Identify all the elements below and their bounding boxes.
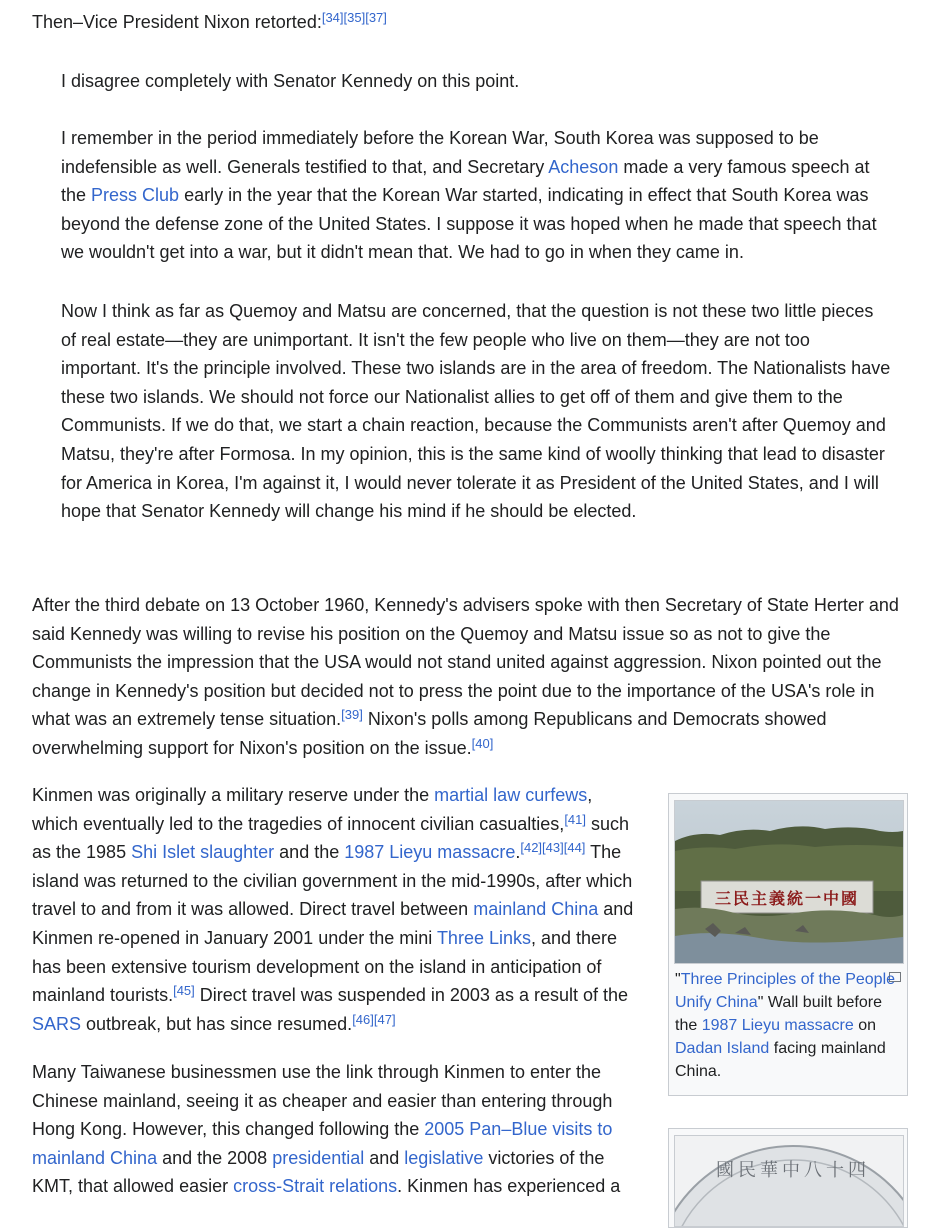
ref-41-link[interactable]: [41] xyxy=(564,811,586,827)
ref-46[interactable] xyxy=(352,1012,374,1027)
ref-43[interactable] xyxy=(542,840,564,855)
ref-34-link[interactable]: [34] xyxy=(321,10,344,25)
intro-line xyxy=(32,8,912,37)
caption-text: Wall built before the xyxy=(675,994,882,1034)
ref-42-link[interactable]: [42] xyxy=(520,840,543,856)
wall-inscription: 三民主義統一中國 xyxy=(714,889,860,908)
cross-strait-relations-link[interactable]: cross-Strait relations xyxy=(233,1176,398,1197)
ref-35[interactable] xyxy=(344,10,366,25)
caption-text: on xyxy=(853,1017,877,1034)
quote-paragraph-3: Now I think as far as Quemoy and Matsu are concerned, that the question is not these two little pieces of real estate—they are unimportant. It isn't the few people who live on them—they are not too important. It's the principle involved. These two islands are in the area of freedom. The Nationalists have these two islands. We should not force our Nationalist allies to get off of them and give them to the Communists. If we do that, we start a chain reaction, because the Communists aren't after Quemoy and Matsu, they're after Formosa. In my opinion, this is the same kind of woolly thinking that lead to disaster for America in Korea, I'm against it, I would never tolerate it as President of the United States, and I will hope that Senator Kennedy will change his mind if he should be elected. xyxy=(61,301,891,522)
quote-paragraph-2 xyxy=(61,124,891,267)
coin-inscription: 國民華中八十四 xyxy=(716,1160,870,1181)
ref-47-link[interactable]: [47] xyxy=(373,1011,396,1027)
body-text: and xyxy=(364,1147,405,1168)
quote-paragraph-1: I disagree completely with Senator Kennedy on this point. xyxy=(61,71,520,91)
herter-paragraph xyxy=(32,591,912,763)
quote-text: I remember in the period immediately before the Korean War, South Korea was supposed to be indefensible as well. Generals testified to that, and Secretary xyxy=(61,128,819,177)
ref-37[interactable] xyxy=(365,10,387,25)
ref-43-link[interactable]: [43] xyxy=(542,840,564,856)
ref-41[interactable] xyxy=(564,812,586,827)
figure-wall xyxy=(668,793,908,1096)
ref-44[interactable] xyxy=(564,840,586,855)
three-principles-link[interactable]: Three Principles of the People Unify China xyxy=(675,971,896,1011)
caption-text: facing mainland China. xyxy=(675,1040,886,1080)
ref-40-link[interactable]: [40] xyxy=(471,735,494,751)
figure-caption xyxy=(675,968,901,1083)
body-text: and the 2008 xyxy=(157,1147,273,1168)
body-text: Many Taiwanese businessmen use the link through Kinmen to enter the Chinese mainland, seeing it as cheaper and easier than entering through Hong Kong. However, this changed following the xyxy=(32,1062,613,1140)
body-text: and the xyxy=(274,842,345,863)
body-text: and Kinmen re-opened in January 2001 under the mini xyxy=(32,899,634,948)
wall-photo[interactable] xyxy=(674,800,904,964)
mainland-china-link[interactable]: mainland China xyxy=(473,899,599,920)
pan-blue-visits-link[interactable]: 2005 Pan–Blue visits to mainland China xyxy=(32,1119,613,1168)
intro-text: Then–Vice President Nixon retorted: xyxy=(32,12,322,32)
ref-39-link[interactable]: [39] xyxy=(341,707,363,723)
caption-text: " xyxy=(675,971,681,988)
caption-lieyu-massacre-link[interactable]: 1987 Lieyu massacre xyxy=(701,1017,854,1034)
coin-drawing xyxy=(675,1136,903,1226)
figure-coin xyxy=(668,1128,908,1228)
ref-42[interactable] xyxy=(520,840,542,855)
ref-37-link[interactable]: [37] xyxy=(365,10,387,25)
body-text: The island was returned to the civilian government in the mid-1990s, after which travel to and from it was allowed. Direct travel between xyxy=(32,842,633,920)
press-club-link[interactable]: Press Club xyxy=(91,185,180,206)
legislative-link[interactable]: legislative xyxy=(404,1147,484,1168)
shi-islet-slaughter-link[interactable]: Shi Islet slaughter xyxy=(131,842,275,863)
ref-47[interactable] xyxy=(374,1012,396,1027)
ref-34[interactable] xyxy=(322,10,344,25)
body-text: . xyxy=(515,842,521,863)
body-text: Direct travel was suspended in 2003 as a result of the xyxy=(194,985,629,1006)
businessmen-paragraph xyxy=(32,1058,637,1201)
body-text: outbreak, but has since resumed. xyxy=(81,1013,353,1034)
lieyu-massacre-link[interactable]: 1987 Lieyu massacre xyxy=(344,842,516,863)
ref-45-link[interactable]: [45] xyxy=(173,983,195,999)
wall-photo-drawing xyxy=(675,801,903,963)
quote-text: early in the year that the Korean War started, indicating in effect that South Korea was beyond the defense zone of the United States. I suppose it was hoped when he made that speech that we wouldn't get into a war, but it didn't mean that. We had to go in when they came in. xyxy=(61,185,877,263)
body-text: After the third debate on 13 October 1960, Kennedy's advisers spoke with then Secretary of State Herter and said Kennedy was willing to revise his position on the Quemoy and Matsu issue so as not to give the Communists the impression that the USA would not stand united against aggression. Nixon pointed out the change in Kennedy's position but decided not to press the point due to the importance of the USA's role in what was an extremely tense situation. xyxy=(32,595,899,730)
sars-link[interactable]: SARS xyxy=(32,1013,82,1034)
kinmen-paragraph xyxy=(32,781,637,1038)
quote-text: made a very famous speech at the xyxy=(61,156,870,206)
body-text: Kinmen was originally a military reserve under the xyxy=(32,785,435,805)
coin-photo[interactable] xyxy=(674,1135,904,1227)
body-text: . Kinmen has experienced a xyxy=(397,1176,621,1197)
body-text: such as the 1985 xyxy=(32,813,630,863)
ref-44-link[interactable]: [44] xyxy=(563,840,586,856)
body-text: , which eventually led to the tragedies of innocent civilian casualties, xyxy=(32,785,593,834)
body-text: , and there has been extensive tourism development on the island in anticipation of mainland tourists. xyxy=(32,927,618,1006)
ref-40[interactable] xyxy=(472,736,494,751)
ref-45[interactable] xyxy=(173,983,195,998)
body-text: victories of the KMT, that allowed easier xyxy=(32,1147,605,1197)
presidential-link[interactable]: presidential xyxy=(272,1147,365,1168)
body-text: Nixon's polls among Republicans and Democrats showed overwhelming support for Nixon's position on the issue. xyxy=(32,709,827,758)
ref-35-link[interactable]: [35] xyxy=(343,10,366,25)
acheson-link[interactable]: Acheson xyxy=(548,156,619,177)
dadan-island-link[interactable]: Dadan Island xyxy=(675,1040,770,1057)
three-links-link[interactable]: Three Links xyxy=(436,927,531,948)
ref-46-link[interactable]: [46] xyxy=(352,1011,374,1027)
ref-39[interactable] xyxy=(341,707,363,722)
caption-text: " xyxy=(757,994,764,1011)
martial-law-curfews-link[interactable]: martial law curfews xyxy=(434,785,588,805)
